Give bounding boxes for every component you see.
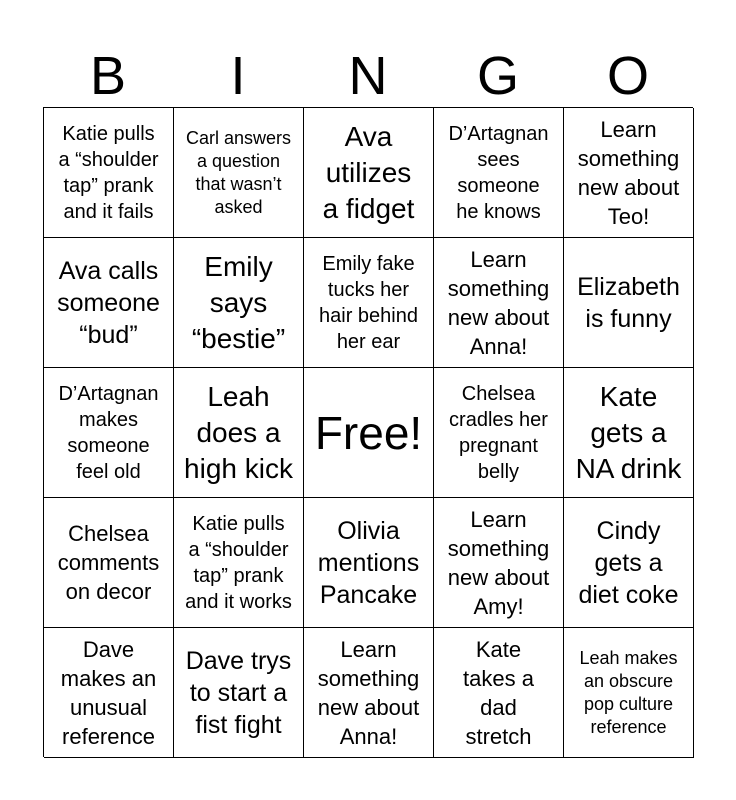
cell-text: Cindy gets a diet coke (578, 516, 679, 609)
cell-text: Learn something new about Amy! (447, 506, 550, 619)
bingo-cell[interactable] (564, 108, 694, 238)
header-letter-i: I (230, 46, 246, 106)
bingo-cell[interactable] (174, 108, 304, 238)
bingo-cell[interactable] (44, 498, 174, 628)
bingo-cell[interactable] (564, 628, 694, 758)
cell-text: Katie pulls a “shoulder tap” prank and it works (185, 512, 292, 613)
bingo-cell[interactable] (434, 238, 564, 368)
bingo-header (43, 46, 693, 106)
bingo-cell[interactable] (434, 368, 564, 498)
cell-text: Kate gets a NA drink (575, 380, 682, 484)
bingo-cell[interactable] (44, 108, 174, 238)
bingo-cell[interactable] (564, 368, 694, 498)
bingo-cell[interactable] (304, 628, 434, 758)
cell-text: Kate takes a dad stretch (463, 636, 534, 749)
bingo-cell[interactable] (174, 498, 304, 628)
bingo-cell[interactable] (564, 238, 694, 368)
bingo-cell[interactable] (434, 108, 564, 238)
bingo-cell[interactable] (174, 238, 304, 368)
cell-text: Dave trys to start a fist fight (185, 646, 292, 739)
cell-text: Emily says “bestie” (191, 250, 286, 354)
cell-text: D’Artagnan sees someone he knows (448, 122, 549, 223)
bingo-cell-free[interactable] (304, 368, 434, 498)
bingo-cell[interactable] (304, 498, 434, 628)
bingo-cell[interactable] (44, 238, 174, 368)
bingo-cell[interactable] (44, 628, 174, 758)
cell-text: Carl answers a question that wasn’t asked (185, 127, 292, 217)
cell-text: Leah does a high kick (184, 380, 293, 484)
bingo-cell[interactable] (44, 368, 174, 498)
cell-text: D’Artagnan makes someone feel old (58, 382, 159, 483)
cell-text: Leah makes an obscure pop culture reference (579, 647, 678, 737)
cell-text: Learn something new about Anna! (447, 246, 550, 359)
bingo-cell[interactable] (564, 498, 694, 628)
cell-text: Ava utilizes a fidget (322, 120, 415, 224)
free-space-text: Free! (314, 406, 423, 459)
bingo-cell[interactable] (174, 628, 304, 758)
cell-text: Ava calls someone “bud” (57, 256, 160, 349)
header-letter-o: O (606, 46, 649, 106)
cell-text: Learn something new about Anna! (317, 636, 420, 749)
cell-text: Chelsea cradles her pregnant belly (449, 382, 548, 483)
bingo-cell[interactable] (434, 498, 564, 628)
header-letter-b: B (89, 46, 127, 106)
header-letter-g: G (476, 46, 519, 106)
bingo-cell[interactable] (434, 628, 564, 758)
bingo-cell[interactable] (174, 368, 304, 498)
cell-text: Chelsea comments on decor (57, 521, 160, 604)
header-letter-n: N (348, 46, 388, 106)
cell-text: Katie pulls a “shoulder tap” prank and it fails (58, 122, 159, 223)
cell-text: Dave makes an unusual reference (60, 636, 157, 749)
cell-text: Elizabeth is funny (577, 272, 680, 333)
bingo-board (43, 107, 693, 757)
cell-text: Learn something new about Teo! (577, 116, 680, 229)
cell-text: Emily fake tucks her hair behind her ear (319, 252, 418, 353)
cell-text: Olivia mentions Pancake (317, 516, 420, 609)
bingo-cell[interactable] (304, 108, 434, 238)
bingo-cell[interactable] (304, 238, 434, 368)
